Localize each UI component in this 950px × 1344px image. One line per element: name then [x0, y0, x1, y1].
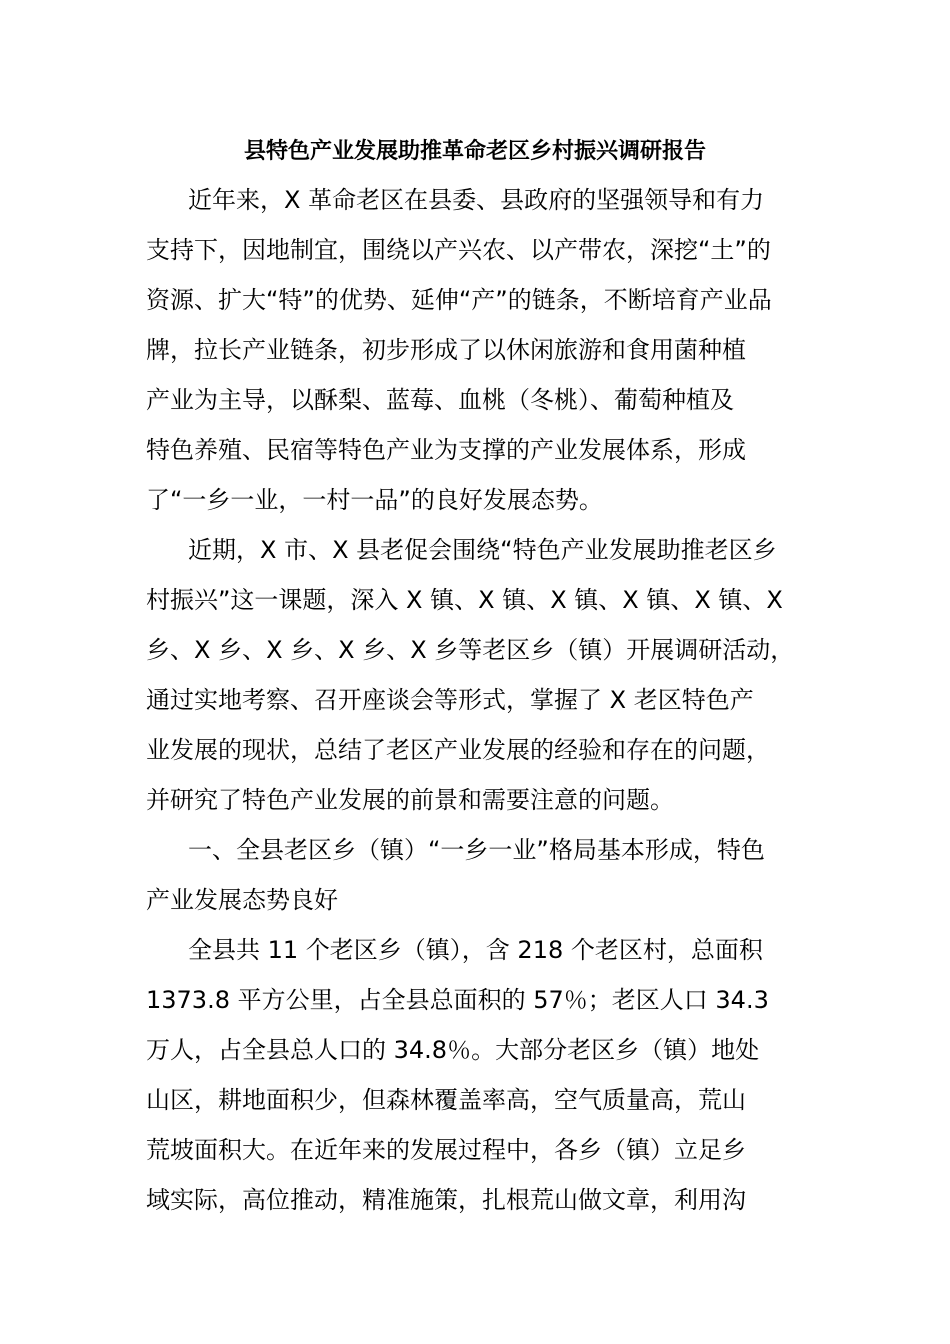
paragraph-3-line-3: 万人，占全县总人口的 34.8％。大部分老区乡（镇）地处	[146, 1036, 760, 1064]
paragraph-3-line-6: 域实际，高位推动，精准施策，扎根荒山做文章，利用沟	[146, 1186, 746, 1214]
paragraph-1-line-5: 产业为主导，以酥梨、蓝莓、血桃（冬桃）、葡萄种植及	[146, 386, 734, 414]
paragraph-2-line-6: 并研究了特色产业发展的前景和需要注意的问题。	[146, 786, 674, 814]
paragraph-1-line-3: 资源、扩大“特”的优势、延伸“产”的链条，不断培育产业品	[146, 286, 772, 314]
paragraph-1-line-1: 近年来，X 革命老区在县委、县政府的坚强领导和有力	[188, 186, 765, 214]
paragraph-1-line-7: 了“一乡一业，一村一品”的良好发展态势。	[146, 486, 603, 514]
paragraph-2-line-2: 村振兴”这一课题，深入 X 镇、X 镇、X 镇、X 镇、X 镇、X	[146, 586, 783, 614]
paragraph-2-line-1: 近期，X 市、X 县老促会围绕“特色产业发展助推老区乡	[188, 536, 777, 564]
section-heading-line-2: 产业发展态势良好	[146, 886, 338, 914]
paragraph-2-line-3: 乡、X 乡、X 乡、X 乡、X 乡等老区乡（镇）开展调研活动，	[146, 636, 795, 664]
paragraph-1-line-6: 特色养殖、民宿等特色产业为支撑的产业发展体系，形成	[146, 436, 746, 464]
paragraph-2-line-4: 通过实地考察、召开座谈会等形式，掌握了 X 老区特色产	[146, 686, 754, 714]
section-heading-line-1: 一、全县老区乡（镇）“一乡一业”格局基本形成，特色	[188, 836, 765, 864]
paragraph-1-line-4: 牌，拉长产业链条，初步形成了以休闲旅游和食用菌种植	[146, 336, 746, 364]
document-title: 县特色产业发展助推革命老区乡村振兴调研报告	[243, 139, 706, 164]
paragraph-2-line-5: 业发展的现状，总结了老区产业发展的经验和存在的问题，	[146, 736, 770, 764]
paragraph-3-line-4: 山区，耕地面积少，但森林覆盖率高，空气质量高，荒山	[146, 1086, 746, 1114]
paragraph-3-line-5: 荒坡面积大。在近年来的发展过程中，各乡（镇）立足乡	[146, 1136, 746, 1164]
paragraph-3-line-1: 全县共 11 个老区乡（镇），含 218 个老区村，总面积	[188, 936, 763, 964]
paragraph-3-line-2: 1373.8 平方公里，占全县总面积的 57％；老区人口 34.3	[146, 986, 769, 1014]
paragraph-1-line-2: 支持下，因地制宜，围绕以产兴农、以产带农，深挖“土”的	[146, 236, 771, 264]
